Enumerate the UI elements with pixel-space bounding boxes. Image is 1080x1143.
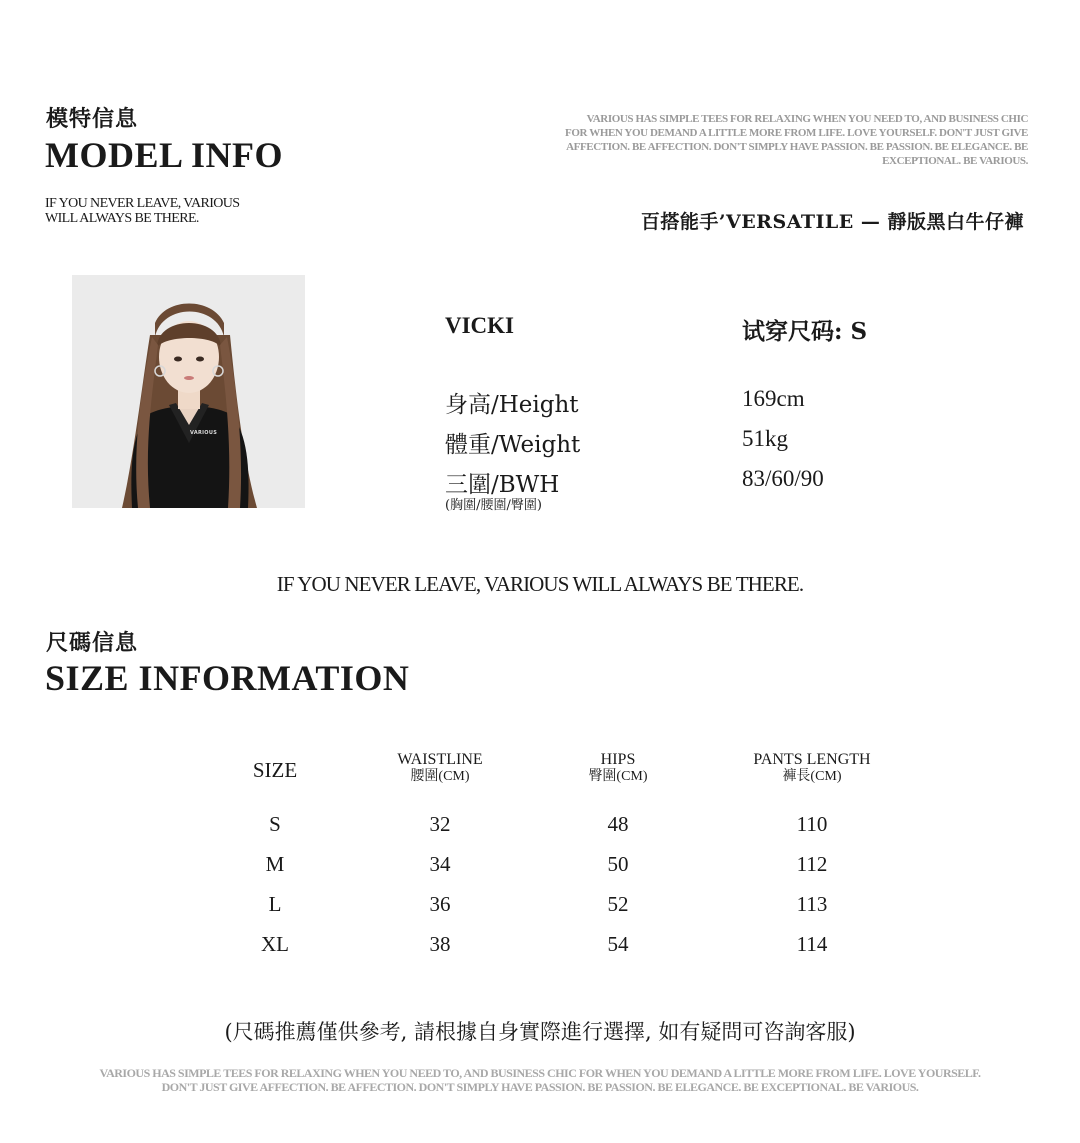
table-cell-size: XL	[261, 932, 289, 956]
height-label: 身高/Height	[445, 392, 579, 418]
header-hips-en: HIPS	[600, 751, 636, 768]
brand-blurb-line-4: EXCEPTIONAL. BE VARIOUS.	[882, 155, 1028, 167]
table-cell-waistline: 32	[429, 812, 451, 836]
table-cell-pants-length: 110	[796, 812, 828, 836]
table-cell-hips: 50	[607, 852, 629, 876]
footer-blurb-line-2: DON'T JUST GIVE AFFECTION. BE AFFECTION. DON'T SIMPLY HAVE PASSION. BE PASSION. BE ELEGANCE. BE EXCEPTIONAL. BE VARIOUS.	[161, 1080, 919, 1094]
size-info-title: SIZE INFORMATION	[45, 658, 410, 698]
brand-blurb-line-1: VARIOUS HAS SIMPLE TEES FOR RELAXING WHEN YOU NEED TO, AND BUSINESS CHIC	[586, 113, 1028, 125]
model-name: VICKI	[445, 313, 515, 338]
header-waistline-cn: 腰圍(CM)	[410, 769, 470, 784]
weight-value: 51kg	[742, 426, 788, 451]
header-hips	[538, 752, 698, 785]
table-cell-pants-length: 114	[796, 932, 828, 956]
brand-blurb-line-3: AFFECTION. BE AFFECTION. DON'T SIMPLY HAVE PASSION. BE PASSION. BE ELEGANCE. BE	[566, 141, 1028, 153]
header-waistline	[360, 752, 520, 785]
table-cell-size: M	[265, 852, 285, 876]
try-size: 试穿尺码: S	[742, 318, 868, 345]
table-cell-waistline: 34	[429, 852, 451, 876]
table-cell-pants-length: 112	[796, 852, 828, 876]
table-cell-size: S	[269, 812, 281, 836]
header-pants-length	[722, 752, 902, 785]
header-size: SIZE	[252, 758, 298, 782]
size-note: (尺碼推薦僅供參考, 請根據自身實際進行選擇, 如有疑問可咨詢客服)	[224, 1020, 856, 1044]
bwh-value: 83/60/90	[742, 466, 824, 491]
table-cell-waistline: 36	[429, 892, 451, 916]
model-photo	[72, 275, 305, 508]
center-slogan: IF YOU NEVER LEAVE, VARIOUS WILL ALWAYS BE THERE.	[276, 572, 804, 596]
table-cell-hips: 54	[607, 932, 629, 956]
header-hips-cn: 臀圍(CM)	[588, 769, 648, 784]
header-pants-length-en: PANTS LENGTH	[753, 751, 871, 768]
table-cell-size: L	[268, 892, 282, 916]
product-subtitle: 百搭能手’VERSATILE — 靜版黑白牛仔褲	[640, 211, 1024, 233]
weight-label: 體重/Weight	[445, 432, 581, 458]
footer-blurb	[40, 1066, 1040, 1094]
model-photo-illustration	[72, 275, 305, 508]
table-cell-hips: 52	[607, 892, 629, 916]
bwh-label: 三圍/BWH	[445, 472, 560, 498]
model-info-cn-title: 模特信息	[46, 106, 139, 132]
table-cell-pants-length: 113	[796, 892, 828, 916]
brand-blurb	[468, 112, 1028, 168]
model-info-tagline	[45, 196, 239, 226]
shirt-logo-text: VARIOUS	[190, 430, 218, 436]
table-cell-waistline: 38	[429, 932, 451, 956]
header-waistline-en: WAISTLINE	[397, 751, 483, 768]
header-pants-length-cn: 褲長(CM)	[782, 769, 842, 784]
tagline-line-2: WILL ALWAYS BE THERE.	[45, 211, 199, 226]
tagline-line-1: IF YOU NEVER LEAVE, VARIOUS	[45, 196, 240, 211]
size-info-cn-title: 尺碼信息	[46, 630, 139, 656]
height-value: 169cm	[742, 386, 805, 411]
table-cell-hips: 48	[607, 812, 629, 836]
brand-blurb-line-2: FOR WHEN YOU DEMAND A LITTLE MORE FROM LIFE. LOVE YOURSELF. DON'T JUST GIVE	[565, 127, 1028, 139]
footer-blurb-line-1: VARIOUS HAS SIMPLE TEES FOR RELAXING WHEN YOU NEED TO, AND BUSINESS CHIC FOR WHEN YOU DEMAND A LITTLE MORE FROM LIFE. LOVE YOURSELF.	[99, 1066, 981, 1080]
model-info-title: MODEL INFO	[45, 135, 284, 175]
bwh-sub-label: (胸圍/腰圍/臀圍)	[445, 498, 542, 513]
